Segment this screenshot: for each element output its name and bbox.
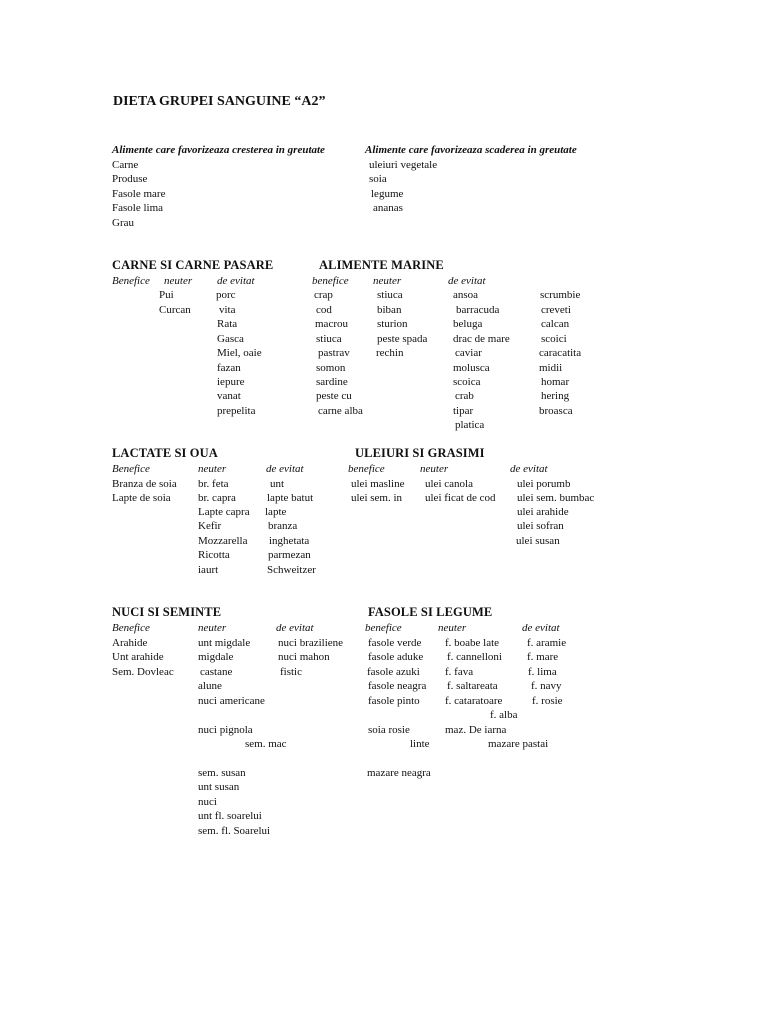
list-item: tipar	[453, 405, 474, 417]
list-item: hering	[541, 390, 570, 402]
list-item: f. cataratoare	[445, 695, 503, 707]
column-header: Benefice	[112, 622, 150, 634]
column-header: de evitat	[522, 622, 560, 634]
list-item: ulei canola	[425, 478, 473, 490]
list-item: fasole pinto	[368, 695, 420, 707]
list-item: beluga	[453, 318, 483, 330]
list-item: unt susan	[198, 781, 240, 793]
list-item: f. alba	[490, 709, 518, 721]
list-item: stiuca	[316, 333, 342, 345]
list-item: nuci	[198, 796, 217, 808]
list-item: alune	[198, 680, 222, 692]
list-item: migdale	[198, 651, 234, 663]
list-item: f. boabe late	[445, 637, 500, 649]
list-item: Curcan	[159, 304, 191, 316]
list-item: fasole verde	[368, 637, 422, 649]
list-item: br. feta	[198, 478, 229, 490]
list-item: Miel, oaie	[217, 347, 262, 359]
list-item: Schweitzer	[267, 564, 316, 576]
list-item: lapte batut	[267, 492, 314, 504]
list-item: scrumbie	[540, 289, 581, 301]
list-item: Unt arahide	[112, 651, 164, 663]
column-header: neuter	[198, 622, 227, 634]
list-item: carne alba	[318, 405, 363, 417]
list-item: barracuda	[456, 304, 500, 316]
weight-gain-header: Alimente care favorizeaza cresterea in greutate	[112, 144, 325, 156]
column-header: de evitat	[217, 275, 255, 287]
column-header: neuter	[164, 275, 193, 287]
list-item: scoici	[541, 333, 567, 345]
list-item: f. cannelloni	[447, 651, 502, 663]
list-item: biban	[377, 304, 402, 316]
list-item: ulei masline	[351, 478, 405, 490]
list-item: unt	[270, 478, 285, 490]
list-item: Sem. Dovleac	[112, 666, 174, 678]
list-item: pastrav	[318, 347, 350, 359]
list-item: broasca	[539, 405, 573, 417]
list-item: peste spada	[377, 333, 428, 345]
column-header: benefice	[365, 622, 402, 634]
page-title: DIETA GRUPEI SANGUINE “A2”	[113, 94, 326, 109]
list-item: sardine	[316, 376, 348, 388]
list-item: ulei susan	[516, 535, 560, 547]
list-item: f. aramie	[527, 637, 567, 649]
column-header: de evitat	[266, 463, 304, 475]
list-item: vita	[219, 304, 236, 316]
column-header: benefice	[312, 275, 349, 287]
list-item: Mozzarella	[198, 535, 248, 547]
list-item: sem. mac	[245, 738, 287, 750]
list-item: mazare pastai	[488, 738, 549, 750]
column-header: neuter	[198, 463, 227, 475]
list-item: linte	[410, 738, 430, 750]
list-item: soia	[369, 173, 387, 185]
column-header: de evitat	[510, 463, 548, 475]
list-item: fasole neagra	[368, 680, 427, 692]
beans-header: FASOLE SI LEGUME	[368, 605, 493, 619]
meat-header: CARNE SI CARNE PASARE	[112, 258, 274, 272]
list-item: nuci mahon	[278, 651, 330, 663]
list-item: sem. susan	[198, 767, 246, 779]
list-item: prepelita	[217, 405, 256, 417]
column-header: Benefice	[112, 463, 150, 475]
list-item: f. lima	[528, 666, 557, 678]
list-item: br. capra	[198, 492, 236, 504]
list-item: scoica	[453, 376, 481, 388]
list-item: Branza de soia	[112, 478, 177, 490]
column-header: neuter	[438, 622, 467, 634]
list-item: rechin	[376, 347, 404, 359]
list-item: somon	[316, 362, 346, 374]
column-header: de evitat	[276, 622, 314, 634]
list-item: Produse	[112, 173, 148, 185]
list-item: fazan	[217, 362, 241, 374]
list-item: ansoa	[453, 289, 479, 301]
list-item: midii	[539, 362, 563, 374]
weight-loss-header: Alimente care favorizeaza scaderea in greutate	[365, 144, 577, 156]
list-item: ulei porumb	[517, 478, 571, 490]
list-item: fasole azuki	[367, 666, 420, 678]
list-item: nuci braziliene	[278, 637, 344, 649]
list-item: homar	[541, 376, 570, 388]
list-item: ananas	[373, 202, 403, 214]
list-item: fasole aduke	[368, 651, 424, 663]
list-item: unt migdale	[198, 637, 251, 649]
list-item: f. navy	[531, 680, 562, 692]
list-item: Arahide	[112, 637, 148, 649]
list-item: f. saltareata	[447, 680, 498, 692]
list-item: crap	[314, 289, 333, 301]
list-item: nuci americane	[198, 695, 265, 707]
list-item: ulei arahide	[517, 506, 569, 518]
list-item: Pui	[159, 289, 174, 301]
column-header: neuter	[373, 275, 402, 287]
column-header: de evitat	[448, 275, 486, 287]
list-item: molusca	[453, 362, 490, 374]
list-item: porc	[216, 289, 236, 301]
list-item: mazare neagra	[367, 767, 431, 779]
list-item: uleiuri vegetale	[369, 159, 438, 171]
list-item: Ricotta	[198, 549, 230, 561]
list-item: inghetata	[269, 535, 310, 547]
list-item: ulei ficat de cod	[425, 492, 496, 504]
list-item: peste cu	[316, 390, 352, 402]
list-item: Fasole mare	[112, 188, 166, 200]
list-item: fistic	[280, 666, 302, 678]
list-item: iaurt	[198, 564, 219, 576]
column-header: benefice	[348, 463, 385, 475]
list-item: creveti	[541, 304, 571, 316]
list-item: branza	[268, 520, 298, 532]
list-item: Gasca	[217, 333, 244, 345]
list-item: Lapte de soia	[112, 492, 171, 504]
list-item: legume	[371, 188, 404, 200]
list-item: maz. De iarna	[445, 724, 507, 736]
list-item: unt fl. soarelui	[198, 810, 262, 822]
list-item: drac de mare	[453, 333, 510, 345]
list-item: macrou	[315, 318, 348, 330]
list-item: lapte	[265, 506, 287, 518]
list-item: Grau	[112, 217, 134, 229]
list-item: ulei sofran	[517, 520, 564, 532]
list-item: Lapte capra	[198, 506, 250, 518]
list-item: f. rosie	[532, 695, 563, 707]
list-item: Fasole lima	[112, 202, 164, 214]
list-item: nuci pignola	[198, 724, 253, 736]
list-item: crab	[455, 390, 474, 402]
list-item: platica	[455, 419, 485, 431]
list-item: Rata	[217, 318, 238, 330]
list-item: Carne	[112, 159, 139, 171]
list-item: caracatita	[539, 347, 582, 359]
column-header: neuter	[420, 463, 449, 475]
list-item: soia rosie	[368, 724, 410, 736]
list-item: stiuca	[377, 289, 403, 301]
nuts-header: NUCI SI SEMINTE	[112, 605, 222, 619]
list-item: iepure	[217, 376, 245, 388]
list-item: calcan	[541, 318, 570, 330]
dairy-header: LACTATE SI OUA	[112, 446, 218, 460]
list-item: Kefir	[198, 520, 222, 532]
list-item: f. mare	[527, 651, 559, 663]
list-item: ulei sem. in	[351, 492, 403, 504]
list-item: parmezan	[268, 549, 311, 561]
list-item: castane	[200, 666, 233, 678]
column-header: Benefice	[112, 275, 150, 287]
list-item: sem. fl. Soarelui	[198, 825, 271, 837]
list-item: cod	[316, 304, 332, 316]
list-item: f. fava	[445, 666, 474, 678]
seafood-header: ALIMENTE MARINE	[319, 258, 444, 272]
list-item: caviar	[455, 347, 482, 359]
list-item: sturion	[377, 318, 408, 330]
oils-header: ULEIURI SI GRASIMI	[355, 446, 485, 460]
list-item: vanat	[217, 390, 241, 402]
list-item: ulei sem. bumbac	[517, 492, 595, 504]
